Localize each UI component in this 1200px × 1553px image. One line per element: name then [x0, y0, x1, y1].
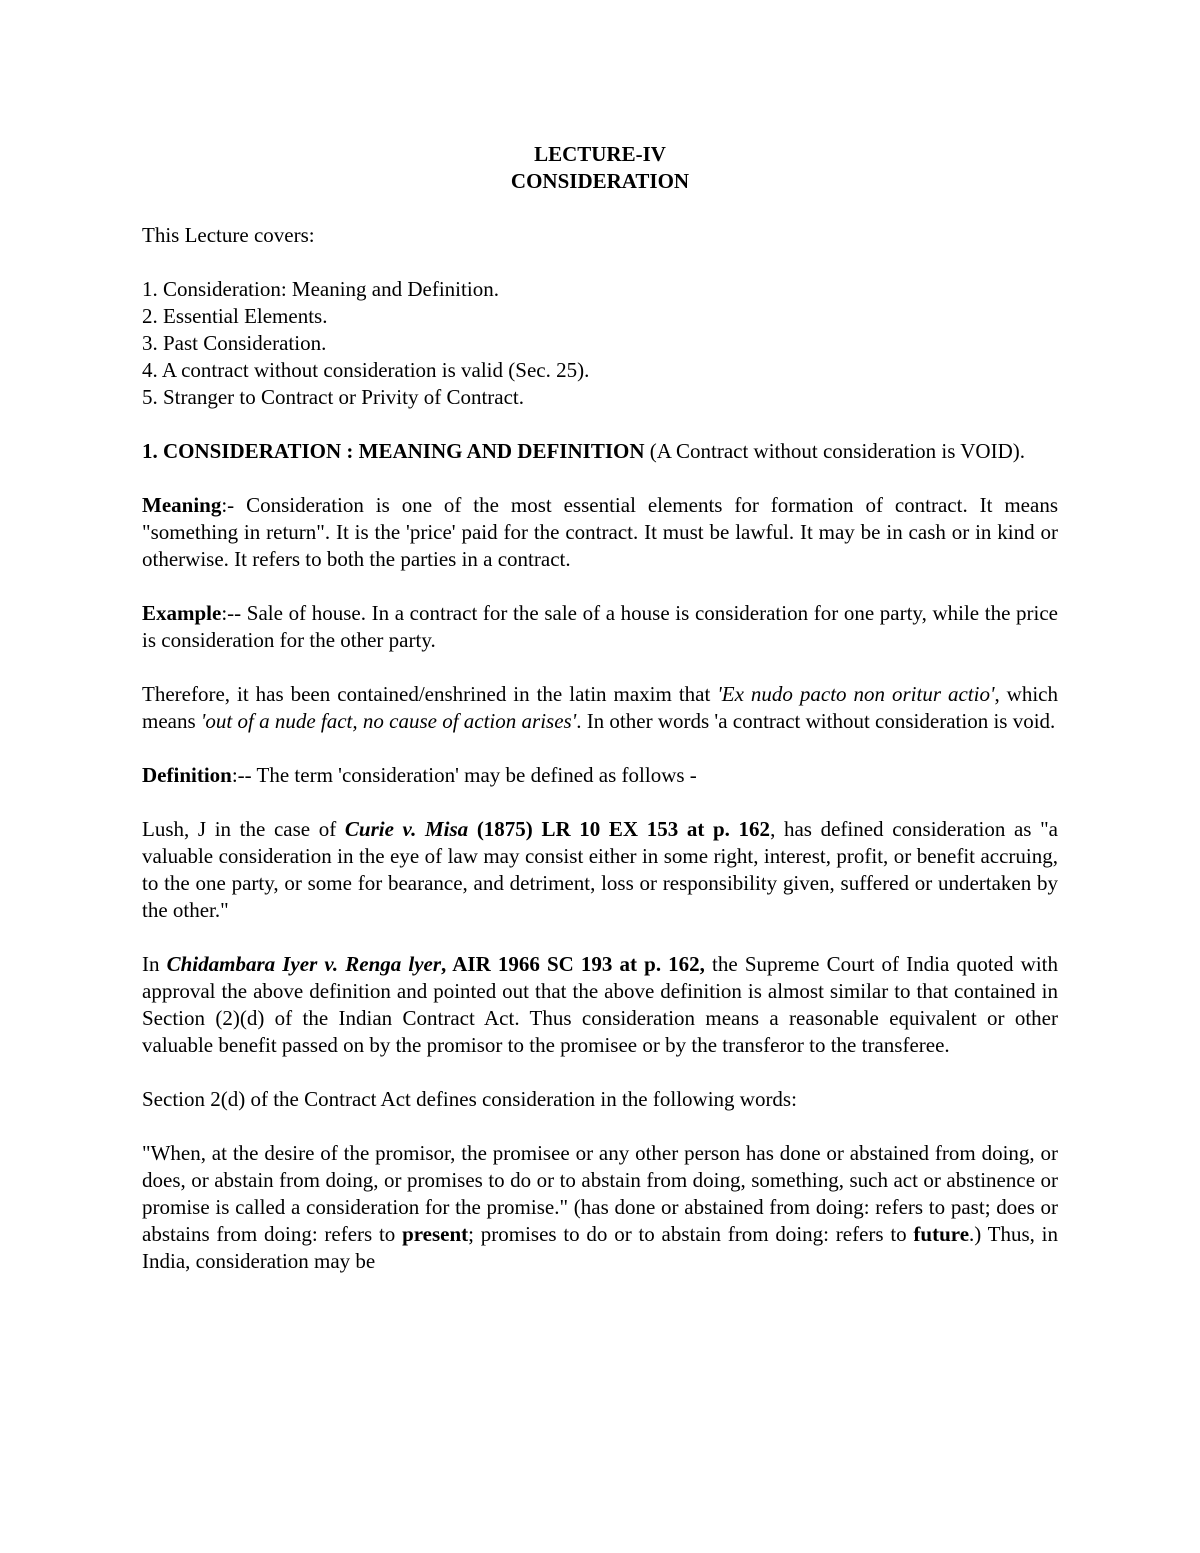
- list-item: 1. Consideration: Meaning and Definition.: [142, 277, 499, 301]
- maxim-text-3: . In other words 'a contract without consideration is void.: [576, 709, 1056, 733]
- section-heading-note: (A Contract without consideration is VOID).: [644, 439, 1025, 463]
- quote-text-1: "When, at the desire of the promisor, the promisee or any other person has done or abstained from doing, or does, or abstain from doing, or promises to do or to abstain from doing, something, such act or abstinence or promise is called a consideration for the promise." (has done or abstained from doing: refers to past; does or abstains from doing: refers to: [142, 1141, 1058, 1246]
- lecture-title: CONSIDERATION: [510, 169, 690, 193]
- meaning-paragraph: [142, 492, 1058, 573]
- maxim-translation: 'out of a nude fact, no cause of action arises': [200, 709, 577, 733]
- statutory-quote: [142, 1140, 1058, 1275]
- meaning-text: :- Consideration is one of the most essential elements for formation of contract. It means "something in return". It is the 'price' paid for the contract. It must be lawful. It may be in cash or in kind or otherwise. It refers to both the parties in a contract.: [142, 493, 1058, 571]
- case-citation: (1875) LR 10 EX 153 at p. 162: [468, 817, 771, 841]
- chidambara-text-1: In: [142, 952, 167, 976]
- list-item: 2. Essential Elements.: [142, 304, 328, 328]
- list-item: 4. A contract without consideration is valid (Sec. 25).: [142, 358, 590, 382]
- section-heading: [142, 438, 1058, 465]
- chidambara-paragraph: [142, 951, 1058, 1059]
- present-term: present: [402, 1222, 469, 1246]
- maxim-text-2: , which means: [142, 682, 1058, 733]
- intro-text: This Lecture covers:: [142, 223, 315, 247]
- maxim-text-1: Therefore, it has been contained/enshrined in the latin maxim that: [142, 682, 718, 706]
- lecture-number: LECTURE-IV: [534, 142, 666, 166]
- latin-maxim: 'Ex nudo pacto non oritur actio': [717, 682, 995, 706]
- example-paragraph: [142, 600, 1058, 654]
- case-name: Chidambara Iyer v. Renga lyer: [166, 952, 442, 976]
- topics-list: [142, 276, 1058, 411]
- maxim-paragraph: [142, 681, 1058, 735]
- lush-paragraph: [142, 816, 1058, 924]
- case-name: Curie v. Misa: [344, 817, 469, 841]
- meaning-label: Meaning: [142, 493, 222, 517]
- list-item: 5. Stranger to Contract or Privity of Contract.: [142, 385, 525, 409]
- definition-text: :-- The term 'consideration' may be defined as follows -: [231, 763, 697, 787]
- definition-paragraph: [142, 762, 1058, 789]
- list-item: 3. Past Consideration.: [142, 331, 327, 355]
- definition-label: Definition: [142, 763, 232, 787]
- example-text: :-- Sale of house. In a contract for the sale of a house is consideration for one party, while the price is consideration for the other party.: [142, 601, 1058, 652]
- future-term: future: [913, 1222, 970, 1246]
- section-heading-title: 1. CONSIDERATION : MEANING AND DEFINITION: [142, 439, 645, 463]
- case-citation: , AIR 1966 SC 193 at p. 162,: [441, 952, 705, 976]
- example-label: Example: [142, 601, 222, 625]
- lush-text-2: , has defined consideration as "a valuable consideration in the eye of law may consist either in some right, interest, profit, or benefit accruing, to the one party, or some for bearance, and detriment, loss or responsibility given, suffered or undertaken by the other.": [142, 817, 1058, 922]
- quote-text-3: .) Thus, in India, consideration may be: [142, 1222, 1058, 1273]
- quote-text-2: ; promises to do or to abstain from doing: refers to: [468, 1222, 914, 1246]
- document-body: [142, 141, 1058, 1275]
- lush-text-1: Lush, J in the case of: [142, 817, 345, 841]
- section-2d-paragraph: Section 2(d) of the Contract Act defines consideration in the following words:: [142, 1087, 797, 1111]
- chidambara-text-2: the Supreme Court of India quoted with approval the above definition and pointed out that the above definition is almost similar to that contained in Section (2)(d) of the Indian Contract Act. Thus consideration means a reasonable equivalent or other valuable benefit passed on by the promisor to the promisee or by the transferor to the transferee.: [142, 952, 1058, 1057]
